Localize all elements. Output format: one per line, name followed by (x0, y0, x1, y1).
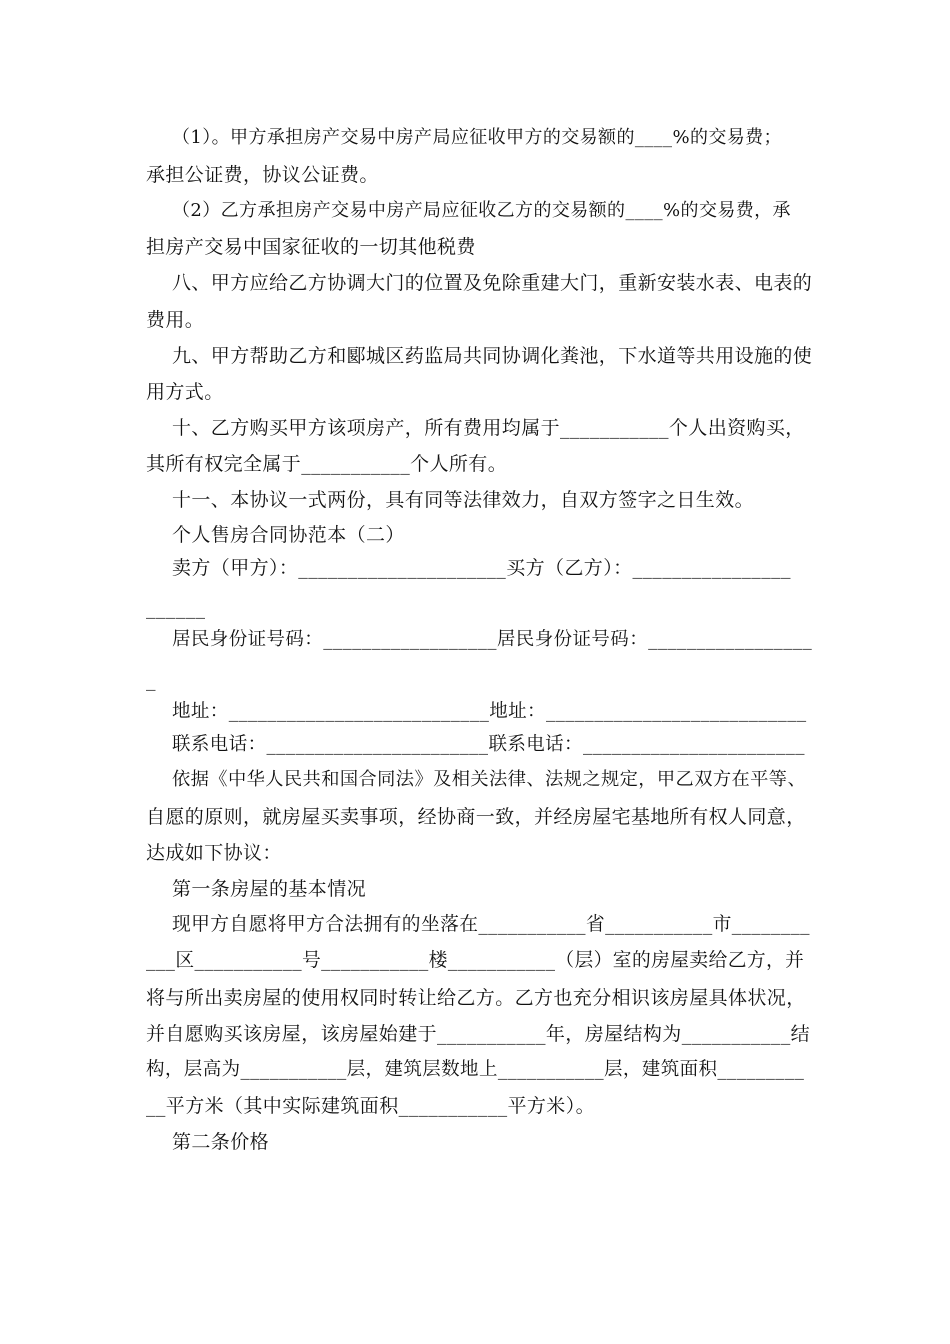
article-heading: 第二条价格 (172, 1131, 270, 1153)
paragraph-line: 现甲方自愿将甲方合法拥有的坐落在___________省___________市________ (172, 914, 810, 935)
paragraph-line: 承担公证费，协议公证费。 (146, 164, 379, 186)
paragraph-line: __平方米（其中实际建筑面积___________平方米）。 (146, 1095, 596, 1117)
paragraph-line: 八、甲方应给乙方协调大门的位置及免除重建大门，重新安装水表、电表的 (172, 272, 813, 294)
paragraph-line: 将与所出卖房屋的使用权同时转让给乙方。乙方也充分相识该房屋具体状况， (146, 987, 806, 1009)
form-line-address: 地址：___________________________地址：___________________________ (172, 701, 807, 722)
form-line-parties: 卖方（甲方）：_____________________买方（乙方）：________________ (172, 557, 791, 579)
paragraph-line: ___区___________号___________楼___________（层）室的房屋卖给乙方，并 (146, 950, 805, 971)
article-heading: 第一条房屋的基本情况 (172, 878, 367, 900)
paragraph-line: （1）。甲方承担房产交易中房产局应征收甲方的交易额的____%的交易费； (172, 127, 782, 148)
paragraph-line: 十一、本协议一式两份，具有同等法律效力，自双方签字之日生效。 (172, 489, 755, 511)
paragraph-line: 达成如下协议： (146, 842, 282, 864)
form-line-phone: 联系电话：_______________________联系电话：_______________________ (172, 734, 805, 755)
paragraph-line: 担房产交易中国家征收的一切其他税费 (146, 236, 476, 258)
paragraph-line: 自愿的原则，就房屋买卖事项，经协商一致，并经房屋宅基地所有权人同意， (146, 806, 806, 828)
form-line-continuation: ______ (146, 597, 206, 619)
paragraph-line: 构，层高为___________层，建筑层数地上___________层，建筑面积_________ (146, 1059, 805, 1080)
form-line-continuation: _ (146, 669, 156, 691)
paragraph-line: 并自愿购买该房屋，该房屋始建于___________年，房屋结构为___________结 (146, 1023, 811, 1045)
paragraph-line: 用方式。 (146, 381, 224, 403)
section-title: 个人售房合同协范本（二） (172, 524, 405, 546)
paragraph-line: 依据《中华人民共和国合同法》及相关法律、法规之规定，甲乙双方在平等、 (172, 769, 807, 790)
form-line-id-number: 居民身份证号码：__________________居民身份证号码：_________________ (172, 629, 813, 650)
paragraph-line: （2）乙方承担房产交易中房产局应征收乙方的交易额的____%的交易费，承 (172, 200, 791, 221)
paragraph-line: 费用。 (146, 309, 205, 331)
paragraph-line: 九、甲方帮助乙方和郾城区药监局共同协调化粪池，下水道等共用设施的使 (172, 345, 813, 367)
paragraph-line: 其所有权完全属于___________个人所有。 (146, 453, 508, 475)
paragraph-line: 十、乙方购买甲方该项房产，所有费用均属于___________个人出资购买， (172, 417, 805, 439)
